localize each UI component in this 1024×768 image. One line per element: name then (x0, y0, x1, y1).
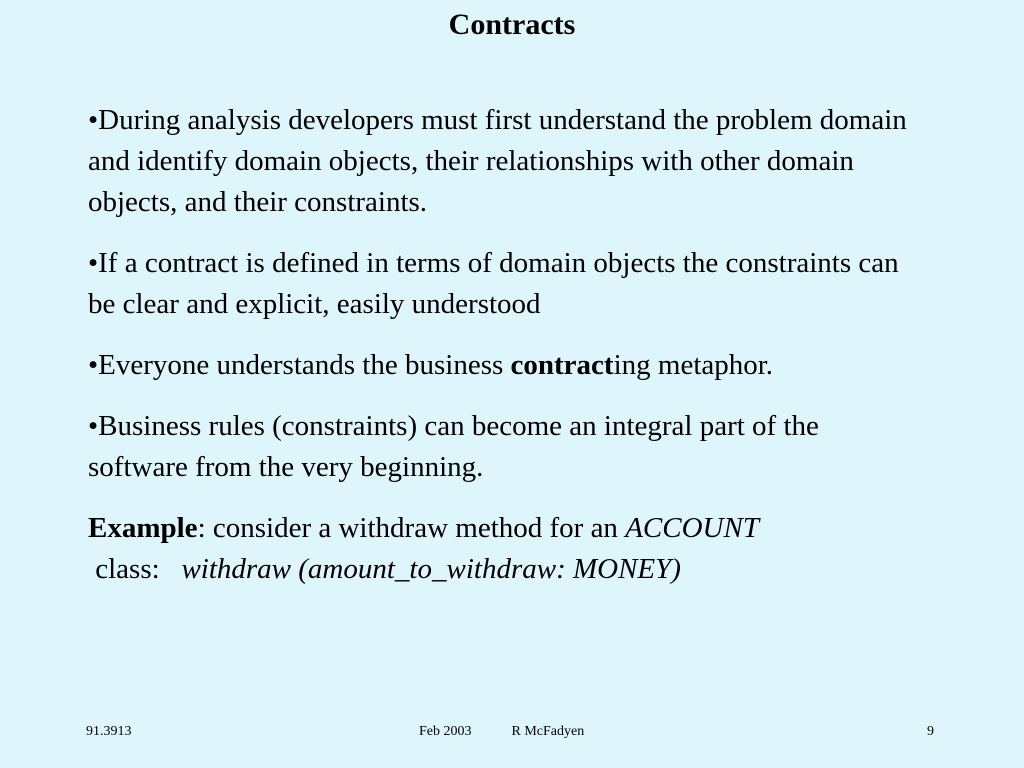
footer-page-number: 9 (927, 724, 934, 739)
bullet-business-rules: •Business rules (constraints) can become an integral part of the software from the very beginning. (88, 410, 819, 483)
bullet-contract-definition: •If a contract is defined in terms of domain objects the constraints can be clear and explicit, easily understood (88, 247, 899, 320)
example-text: : consider a withdraw method for an (197, 512, 626, 544)
example-paragraph (88, 508, 918, 590)
slide-body (88, 100, 918, 590)
footer-date: Feb 2003 (419, 724, 472, 739)
bullet-metaphor-bold: contract (510, 349, 614, 381)
bullet-metaphor-suffix: ing metaphor. (613, 349, 774, 381)
example-class-word: class: (88, 553, 182, 585)
bullet-metaphor-prefix: •Everyone understands the business (88, 349, 511, 381)
footer-course: 91.3913 (86, 724, 132, 739)
example-label: Example (88, 512, 198, 544)
example-class-name: ACCOUNT (625, 512, 759, 544)
bullet-metaphor (88, 345, 918, 386)
example-signature: withdraw (amount_to_withdraw: MONEY) (181, 553, 681, 585)
footer-author: R McFadyen (511, 724, 585, 739)
footer-center (419, 724, 584, 740)
bullet-analysis: •During analysis developers must first understand the problem domain and identify domain objects, their relationships with other domain objects, and their constraints. (88, 104, 907, 218)
slide-title: Contracts (448, 8, 576, 41)
